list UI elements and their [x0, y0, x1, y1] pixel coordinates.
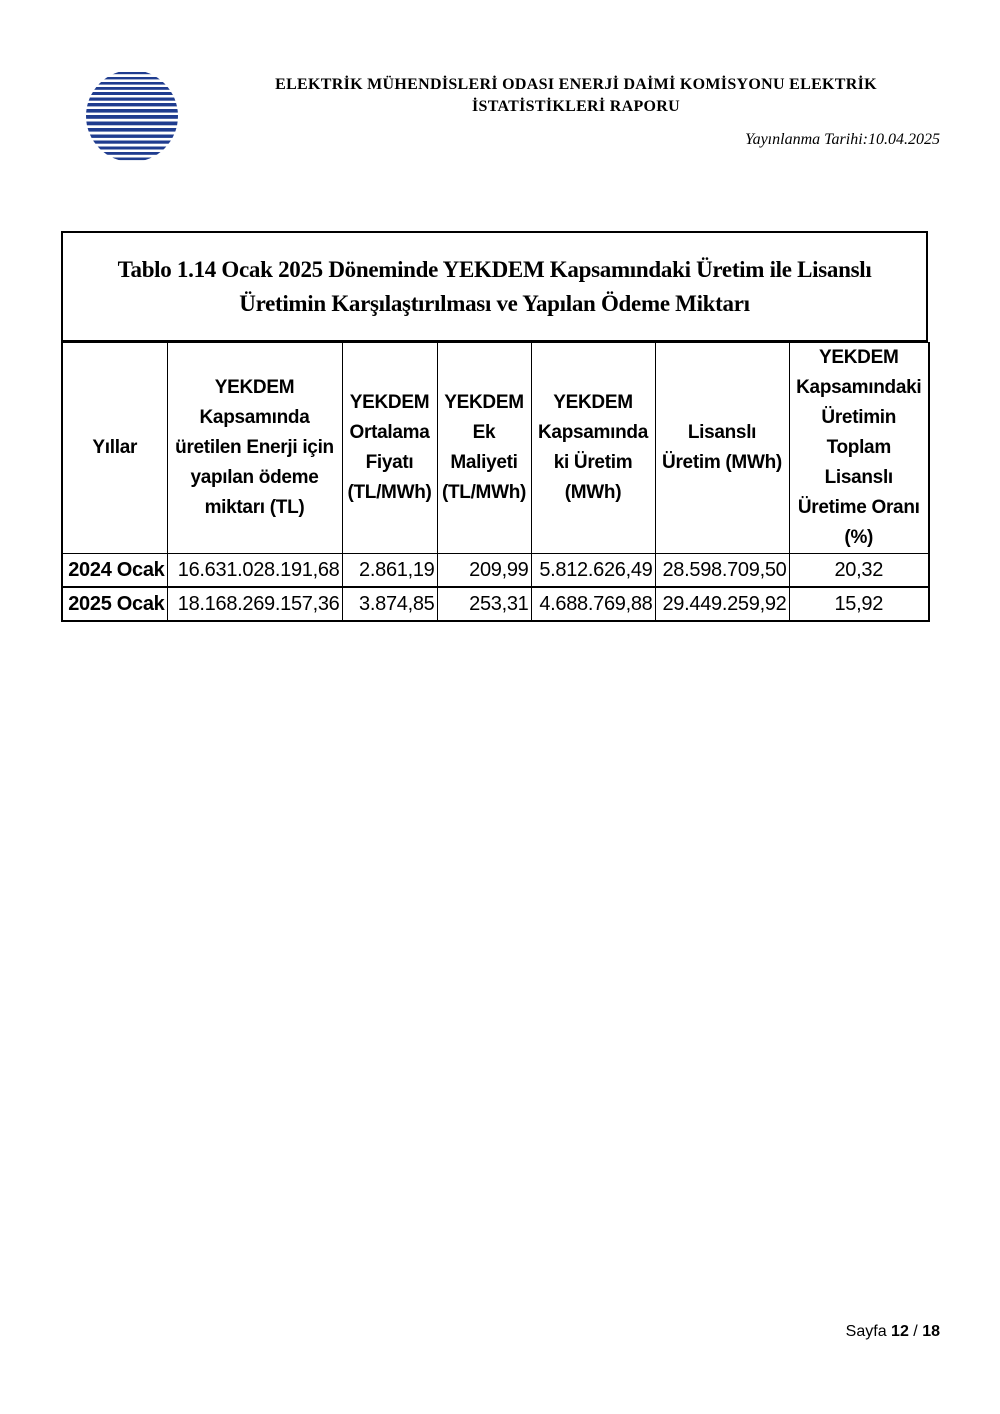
report-title-line2: İSTATİSTİKLERİ RAPORU [472, 98, 680, 115]
yekdem-comparison-table [61, 342, 930, 622]
table-caption [61, 231, 928, 342]
page-number [846, 1323, 940, 1341]
column-header: YEKDEM Kapsamında üretilen Enerji için yapılan ödeme miktarı (TL) [167, 343, 342, 554]
table-cell: 2.861,19 [342, 554, 437, 588]
emo-logo [86, 70, 186, 162]
table-cell: 209,99 [437, 554, 531, 588]
page-label: Sayfa [845, 1323, 887, 1340]
table-row [62, 554, 929, 588]
report-header-title [200, 74, 952, 118]
table-cell: 4.688.769,88 [531, 587, 655, 621]
page-separator: / [913, 1323, 918, 1340]
report-title-line1: ELEKTRİK MÜHENDİSLERİ ODASI ENERJİ DAİMİ KOMİSYONU ELEKTRİK [275, 76, 877, 93]
table-cell: 5.812.626,49 [531, 554, 655, 588]
column-header: YEKDEM Kapsamında ki Üretim (MWh) [531, 343, 655, 554]
column-header: YEKDEM Kapsamındaki Üretimin Toplam Lisanslı Üretime Oranı (%) [789, 343, 929, 554]
column-header: Yıllar [62, 343, 167, 554]
table-cell: 3.874,85 [342, 587, 437, 621]
column-header: YEKDEM Ortalama Fiyatı (TL/MWh) [342, 343, 437, 554]
table-cell: 253,31 [437, 587, 531, 621]
table-cell: 20,32 [789, 554, 929, 588]
table-cell: 28.598.709,50 [655, 554, 789, 588]
column-header: Lisanslı Üretim (MWh) [655, 343, 789, 554]
table-caption-line2: Üretimin Karşılaştırılması ve Yapılan Ödeme Miktarı [239, 290, 750, 316]
table-row [62, 587, 929, 621]
table-cell-year: 2024 Ocak [62, 554, 167, 588]
table-cell: 16.631.028.191,68 [167, 554, 342, 588]
data-table-container [61, 231, 928, 622]
table-header-row [62, 343, 929, 554]
table-cell: 29.449.259,92 [655, 587, 789, 621]
page-total: 18 [922, 1323, 940, 1340]
page-current: 12 [891, 1323, 909, 1340]
table-cell-year: 2025 Ocak [62, 587, 167, 621]
table-cell: 18.168.269.157,36 [167, 587, 342, 621]
table-caption-line1: Tablo 1.14 Ocak 2025 Döneminde YEKDEM Kapsamındaki Üretim ile Lisanslı [117, 256, 872, 282]
column-header: YEKDEM Ek Maliyeti (TL/MWh) [437, 343, 531, 554]
publication-date: Yayınlanma Tarihi:10.04.2025 [745, 131, 940, 148]
table-cell: 15,92 [789, 587, 929, 621]
